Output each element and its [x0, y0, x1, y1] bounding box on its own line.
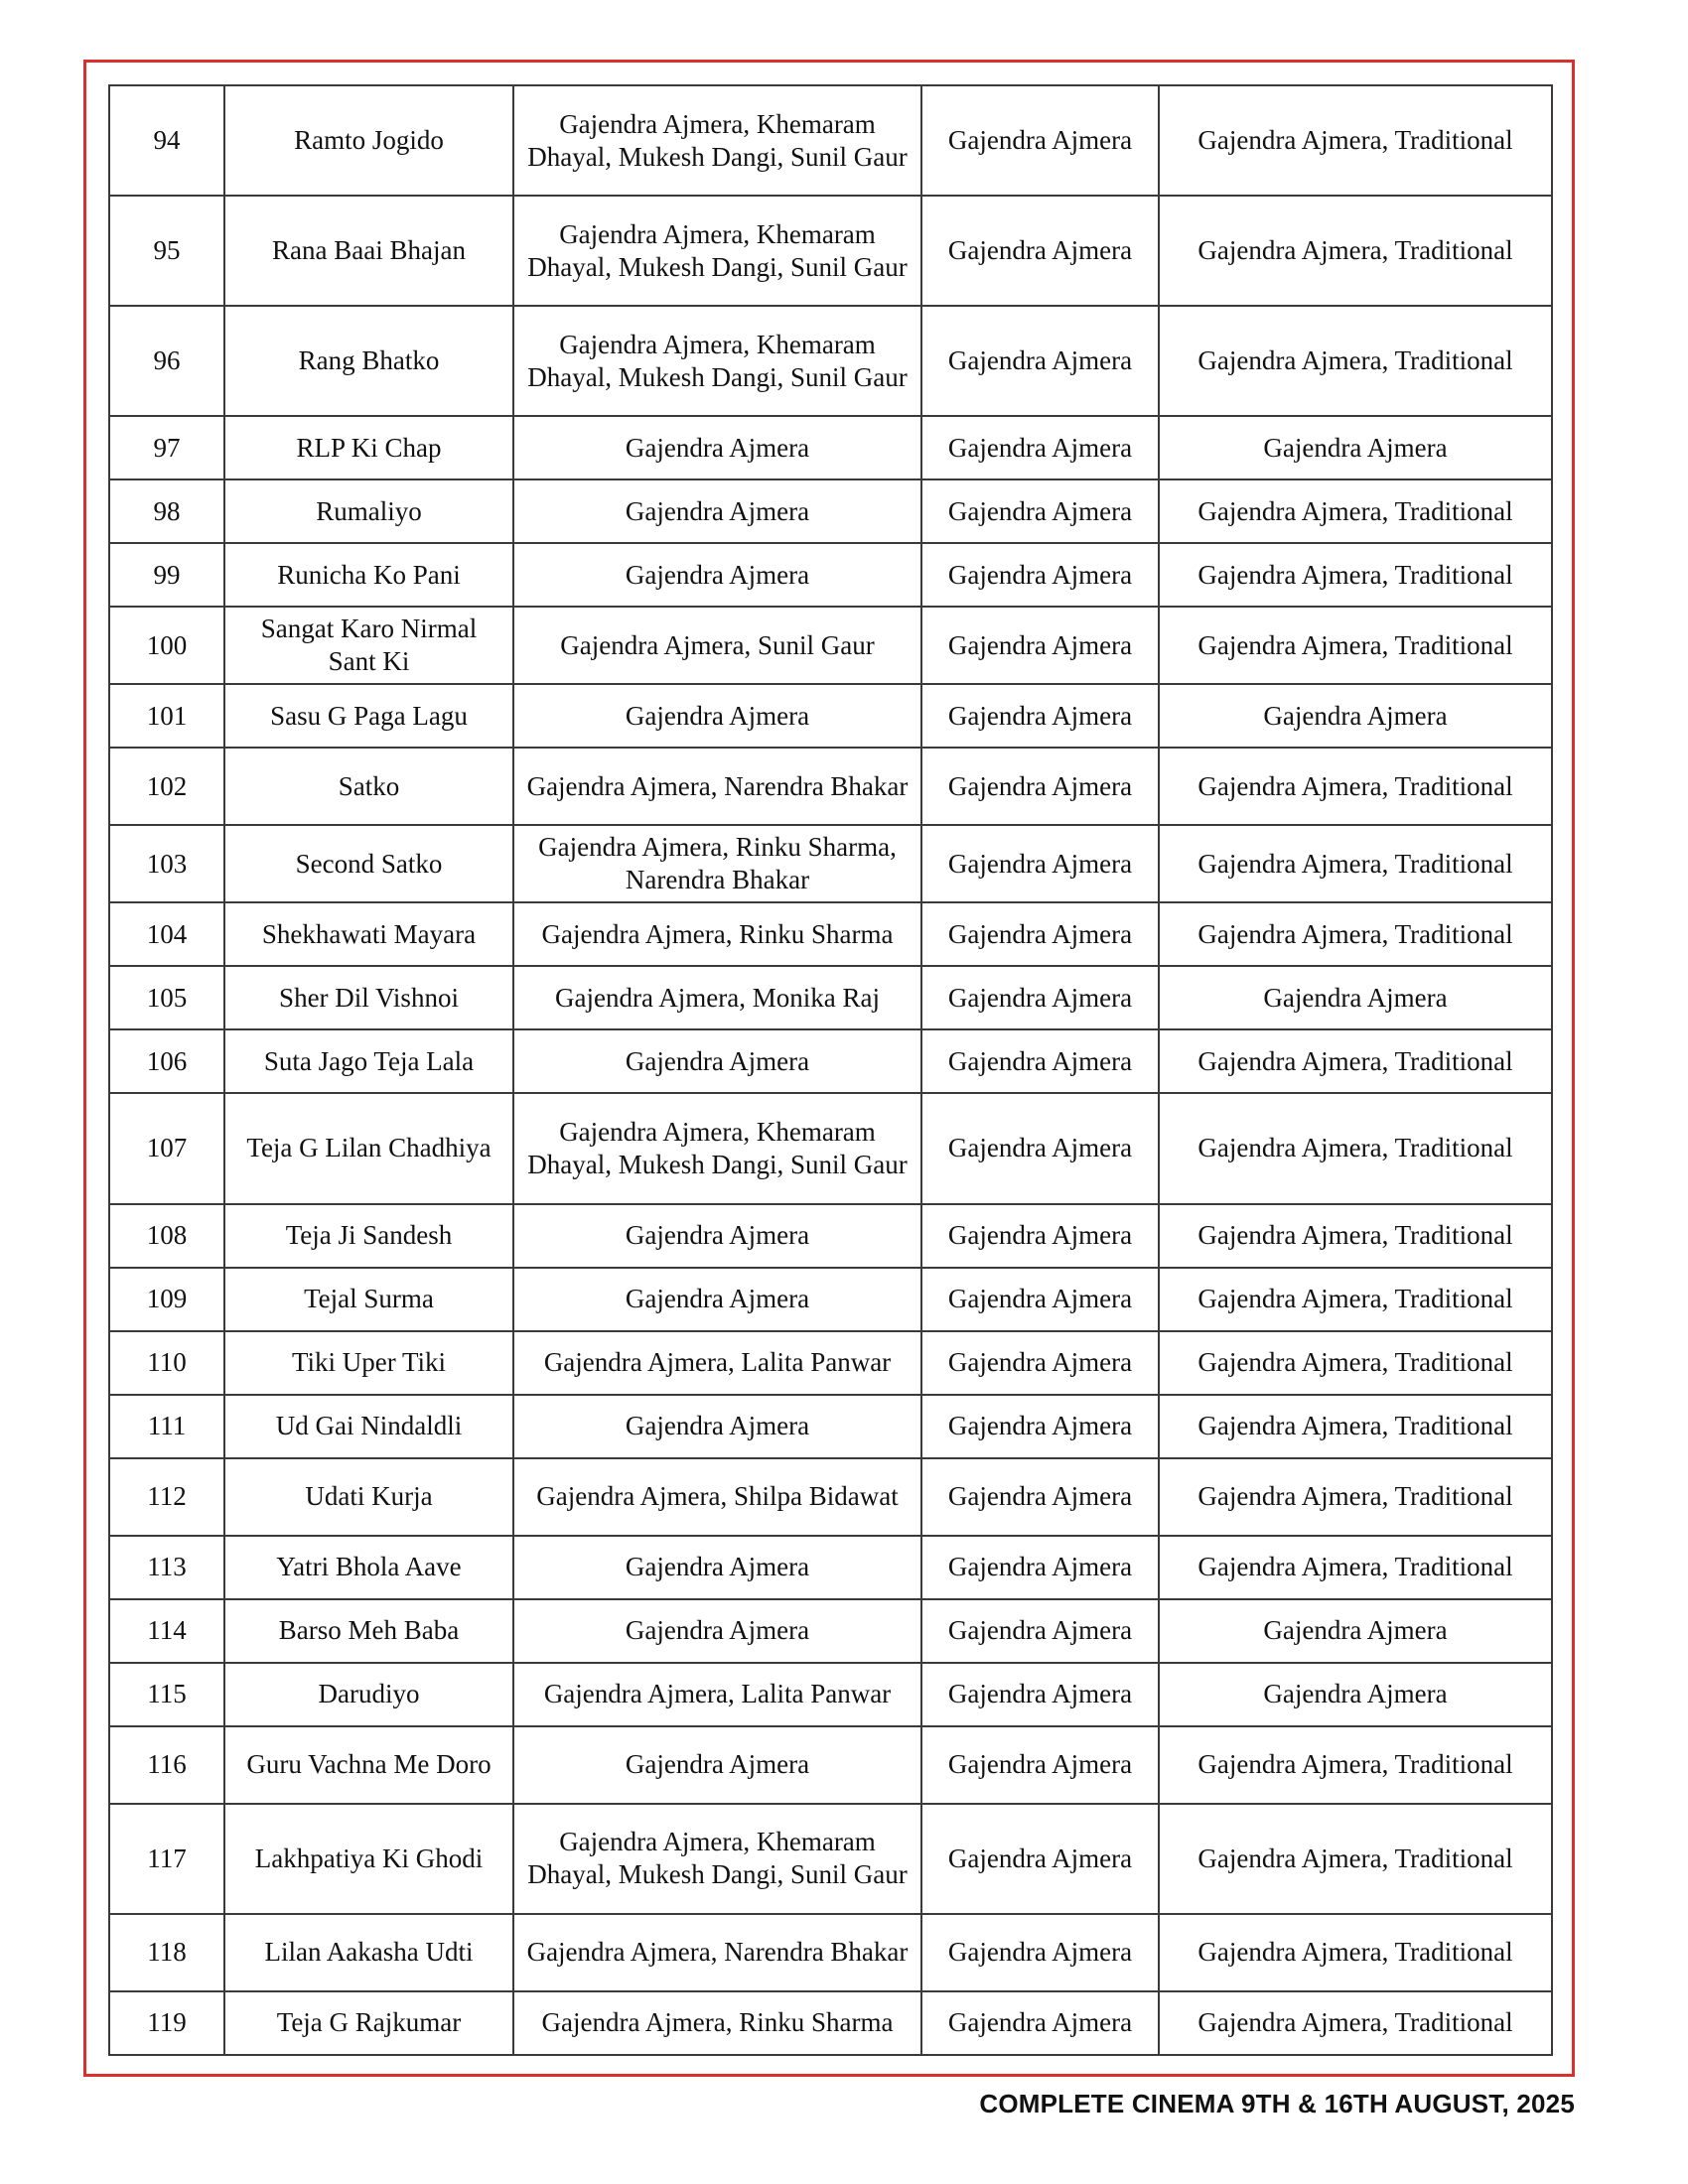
- song-title-cell: Lakhpatiya Ki Ghodi: [224, 1804, 513, 1914]
- song-title-cell: Sher Dil Vishnoi: [224, 966, 513, 1029]
- music-cell: Gajendra Ajmera: [921, 196, 1159, 306]
- singers-cell: Gajendra Ajmera: [513, 416, 921, 479]
- lyrics-cell: Gajendra Ajmera, Traditional: [1159, 607, 1552, 684]
- lyrics-cell: Gajendra Ajmera: [1159, 684, 1552, 748]
- singers-cell: Gajendra Ajmera: [513, 1268, 921, 1331]
- lyrics-cell: Gajendra Ajmera, Traditional: [1159, 825, 1552, 902]
- song-title-cell: Satko: [224, 748, 513, 825]
- song-title-cell: Tejal Surma: [224, 1268, 513, 1331]
- music-cell: Gajendra Ajmera: [921, 85, 1159, 196]
- song-title-cell: Rumaliyo: [224, 479, 513, 543]
- table-row: [109, 1331, 1552, 1395]
- music-cell: Gajendra Ajmera: [921, 1268, 1159, 1331]
- table-row: [109, 1663, 1552, 1726]
- serial-number-cell: 119: [109, 1991, 224, 2055]
- singers-cell: Gajendra Ajmera: [513, 1395, 921, 1458]
- song-title-cell: Suta Jago Teja Lala: [224, 1029, 513, 1093]
- lyrics-cell: Gajendra Ajmera, Traditional: [1159, 1991, 1552, 2055]
- serial-number-cell: 114: [109, 1599, 224, 1663]
- music-cell: Gajendra Ajmera: [921, 1914, 1159, 1991]
- serial-number-cell: 94: [109, 85, 224, 196]
- serial-number-cell: 108: [109, 1204, 224, 1268]
- table-row: [109, 825, 1552, 902]
- lyrics-cell: Gajendra Ajmera, Traditional: [1159, 1029, 1552, 1093]
- music-cell: Gajendra Ajmera: [921, 1331, 1159, 1395]
- song-title-cell: Shekhawati Mayara: [224, 902, 513, 966]
- music-cell: Gajendra Ajmera: [921, 1536, 1159, 1599]
- song-credits-table: [108, 84, 1553, 2056]
- serial-number-cell: 98: [109, 479, 224, 543]
- table-row: [109, 748, 1552, 825]
- singers-cell: Gajendra Ajmera: [513, 684, 921, 748]
- song-title-cell: Teja G Rajkumar: [224, 1991, 513, 2055]
- serial-number-cell: 112: [109, 1458, 224, 1536]
- music-cell: Gajendra Ajmera: [921, 416, 1159, 479]
- serial-number-cell: 117: [109, 1804, 224, 1914]
- singers-cell: Gajendra Ajmera, Khemaram Dhayal, Mukesh Dangi, Sunil Gaur: [513, 196, 921, 306]
- music-cell: Gajendra Ajmera: [921, 1093, 1159, 1203]
- serial-number-cell: 99: [109, 543, 224, 607]
- singers-cell: Gajendra Ajmera, Narendra Bhakar: [513, 1914, 921, 1991]
- lyrics-cell: Gajendra Ajmera, Traditional: [1159, 196, 1552, 306]
- table-row: [109, 543, 1552, 607]
- serial-number-cell: 95: [109, 196, 224, 306]
- table-row: [109, 306, 1552, 416]
- music-cell: Gajendra Ajmera: [921, 1663, 1159, 1726]
- song-title-cell: Ud Gai Nindaldli: [224, 1395, 513, 1458]
- music-cell: Gajendra Ajmera: [921, 1458, 1159, 1536]
- serial-number-cell: 109: [109, 1268, 224, 1331]
- singers-cell: Gajendra Ajmera, Khemaram Dhayal, Mukesh Dangi, Sunil Gaur: [513, 306, 921, 416]
- singers-cell: Gajendra Ajmera: [513, 479, 921, 543]
- table-row: [109, 196, 1552, 306]
- song-title-cell: Second Satko: [224, 825, 513, 902]
- serial-number-cell: 115: [109, 1663, 224, 1726]
- singers-cell: Gajendra Ajmera: [513, 543, 921, 607]
- music-cell: Gajendra Ajmera: [921, 1599, 1159, 1663]
- lyrics-cell: Gajendra Ajmera, Traditional: [1159, 306, 1552, 416]
- lyrics-cell: Gajendra Ajmera, Traditional: [1159, 902, 1552, 966]
- serial-number-cell: 101: [109, 684, 224, 748]
- lyrics-cell: Gajendra Ajmera, Traditional: [1159, 1331, 1552, 1395]
- table-row: [109, 1536, 1552, 1599]
- singers-cell: Gajendra Ajmera, Rinku Sharma: [513, 902, 921, 966]
- song-title-cell: Darudiyo: [224, 1663, 513, 1726]
- singers-cell: Gajendra Ajmera, Shilpa Bidawat: [513, 1458, 921, 1536]
- song-title-cell: RLP Ki Chap: [224, 416, 513, 479]
- song-title-cell: Sangat Karo Nirmal Sant Ki: [224, 607, 513, 684]
- table-row: [109, 479, 1552, 543]
- lyrics-cell: Gajendra Ajmera, Traditional: [1159, 1804, 1552, 1914]
- lyrics-cell: Gajendra Ajmera, Traditional: [1159, 1268, 1552, 1331]
- serial-number-cell: 100: [109, 607, 224, 684]
- song-title-cell: Sasu G Paga Lagu: [224, 684, 513, 748]
- singers-cell: Gajendra Ajmera, Khemaram Dhayal, Mukesh Dangi, Sunil Gaur: [513, 1804, 921, 1914]
- song-title-cell: Ramto Jogido: [224, 85, 513, 196]
- table-row: [109, 1458, 1552, 1536]
- song-title-cell: Lilan Aakasha Udti: [224, 1914, 513, 1991]
- table-row: [109, 1726, 1552, 1804]
- lyrics-cell: Gajendra Ajmera, Traditional: [1159, 1536, 1552, 1599]
- serial-number-cell: 113: [109, 1536, 224, 1599]
- serial-number-cell: 103: [109, 825, 224, 902]
- music-cell: Gajendra Ajmera: [921, 825, 1159, 902]
- table-row: [109, 902, 1552, 966]
- music-cell: Gajendra Ajmera: [921, 684, 1159, 748]
- serial-number-cell: 111: [109, 1395, 224, 1458]
- lyrics-cell: Gajendra Ajmera, Traditional: [1159, 479, 1552, 543]
- serial-number-cell: 116: [109, 1726, 224, 1804]
- singers-cell: Gajendra Ajmera, Rinku Sharma, Narendra Bhakar: [513, 825, 921, 902]
- lyrics-cell: Gajendra Ajmera, Traditional: [1159, 1458, 1552, 1536]
- singers-cell: Gajendra Ajmera, Monika Raj: [513, 966, 921, 1029]
- singers-cell: Gajendra Ajmera: [513, 1029, 921, 1093]
- serial-number-cell: 110: [109, 1331, 224, 1395]
- singers-cell: Gajendra Ajmera: [513, 1204, 921, 1268]
- song-title-cell: Runicha Ko Pani: [224, 543, 513, 607]
- table-row: [109, 1268, 1552, 1331]
- serial-number-cell: 107: [109, 1093, 224, 1203]
- singers-cell: Gajendra Ajmera, Sunil Gaur: [513, 607, 921, 684]
- music-cell: Gajendra Ajmera: [921, 748, 1159, 825]
- music-cell: Gajendra Ajmera: [921, 1395, 1159, 1458]
- lyrics-cell: Gajendra Ajmera, Traditional: [1159, 543, 1552, 607]
- music-cell: Gajendra Ajmera: [921, 543, 1159, 607]
- music-cell: Gajendra Ajmera: [921, 1204, 1159, 1268]
- singers-cell: Gajendra Ajmera, Khemaram Dhayal, Mukesh Dangi, Sunil Gaur: [513, 85, 921, 196]
- lyrics-cell: Gajendra Ajmera, Traditional: [1159, 1726, 1552, 1804]
- music-cell: Gajendra Ajmera: [921, 607, 1159, 684]
- singers-cell: Gajendra Ajmera: [513, 1536, 921, 1599]
- table-row: [109, 1914, 1552, 1991]
- table-row: [109, 1804, 1552, 1914]
- song-title-cell: Rana Baai Bhajan: [224, 196, 513, 306]
- lyrics-cell: Gajendra Ajmera, Traditional: [1159, 1204, 1552, 1268]
- singers-cell: Gajendra Ajmera, Rinku Sharma: [513, 1991, 921, 2055]
- music-cell: Gajendra Ajmera: [921, 306, 1159, 416]
- serial-number-cell: 106: [109, 1029, 224, 1093]
- music-cell: Gajendra Ajmera: [921, 479, 1159, 543]
- table-body: [109, 85, 1552, 2055]
- song-title-cell: Rang Bhatko: [224, 306, 513, 416]
- music-cell: Gajendra Ajmera: [921, 966, 1159, 1029]
- serial-number-cell: 96: [109, 306, 224, 416]
- singers-cell: Gajendra Ajmera: [513, 1599, 921, 1663]
- song-title-cell: Udati Kurja: [224, 1458, 513, 1536]
- table-row: [109, 1991, 1552, 2055]
- table-row: [109, 1395, 1552, 1458]
- table-row: [109, 85, 1552, 196]
- table-row: [109, 1599, 1552, 1663]
- singers-cell: Gajendra Ajmera, Lalita Panwar: [513, 1331, 921, 1395]
- table-row: [109, 966, 1552, 1029]
- song-title-cell: Teja Ji Sandesh: [224, 1204, 513, 1268]
- serial-number-cell: 97: [109, 416, 224, 479]
- serial-number-cell: 104: [109, 902, 224, 966]
- singers-cell: Gajendra Ajmera: [513, 1726, 921, 1804]
- table-row: [109, 1204, 1552, 1268]
- lyrics-cell: Gajendra Ajmera, Traditional: [1159, 1093, 1552, 1203]
- serial-number-cell: 105: [109, 966, 224, 1029]
- singers-cell: Gajendra Ajmera, Khemaram Dhayal, Mukesh Dangi, Sunil Gaur: [513, 1093, 921, 1203]
- table-row: [109, 416, 1552, 479]
- lyrics-cell: Gajendra Ajmera, Traditional: [1159, 748, 1552, 825]
- song-title-cell: Barso Meh Baba: [224, 1599, 513, 1663]
- music-cell: Gajendra Ajmera: [921, 1991, 1159, 2055]
- song-title-cell: Yatri Bhola Aave: [224, 1536, 513, 1599]
- singers-cell: Gajendra Ajmera, Lalita Panwar: [513, 1663, 921, 1726]
- table-row: [109, 1029, 1552, 1093]
- lyrics-cell: Gajendra Ajmera: [1159, 966, 1552, 1029]
- music-cell: Gajendra Ajmera: [921, 902, 1159, 966]
- table-row: [109, 1093, 1552, 1203]
- table-row: [109, 684, 1552, 748]
- song-title-cell: Tiki Uper Tiki: [224, 1331, 513, 1395]
- lyrics-cell: Gajendra Ajmera: [1159, 1599, 1552, 1663]
- lyrics-cell: Gajendra Ajmera: [1159, 416, 1552, 479]
- lyrics-cell: Gajendra Ajmera, Traditional: [1159, 85, 1552, 196]
- lyrics-cell: Gajendra Ajmera, Traditional: [1159, 1395, 1552, 1458]
- serial-number-cell: 118: [109, 1914, 224, 1991]
- table-row: [109, 607, 1552, 684]
- singers-cell: Gajendra Ajmera, Narendra Bhakar: [513, 748, 921, 825]
- song-title-cell: Guru Vachna Me Doro: [224, 1726, 513, 1804]
- music-cell: Gajendra Ajmera: [921, 1804, 1159, 1914]
- lyrics-cell: Gajendra Ajmera: [1159, 1663, 1552, 1726]
- lyrics-cell: Gajendra Ajmera, Traditional: [1159, 1914, 1552, 1991]
- music-cell: Gajendra Ajmera: [921, 1726, 1159, 1804]
- serial-number-cell: 102: [109, 748, 224, 825]
- song-title-cell: Teja G Lilan Chadhiya: [224, 1093, 513, 1203]
- page-footer: COMPLETE CINEMA 9TH & 16TH AUGUST, 2025: [979, 2089, 1575, 2118]
- music-cell: Gajendra Ajmera: [921, 1029, 1159, 1093]
